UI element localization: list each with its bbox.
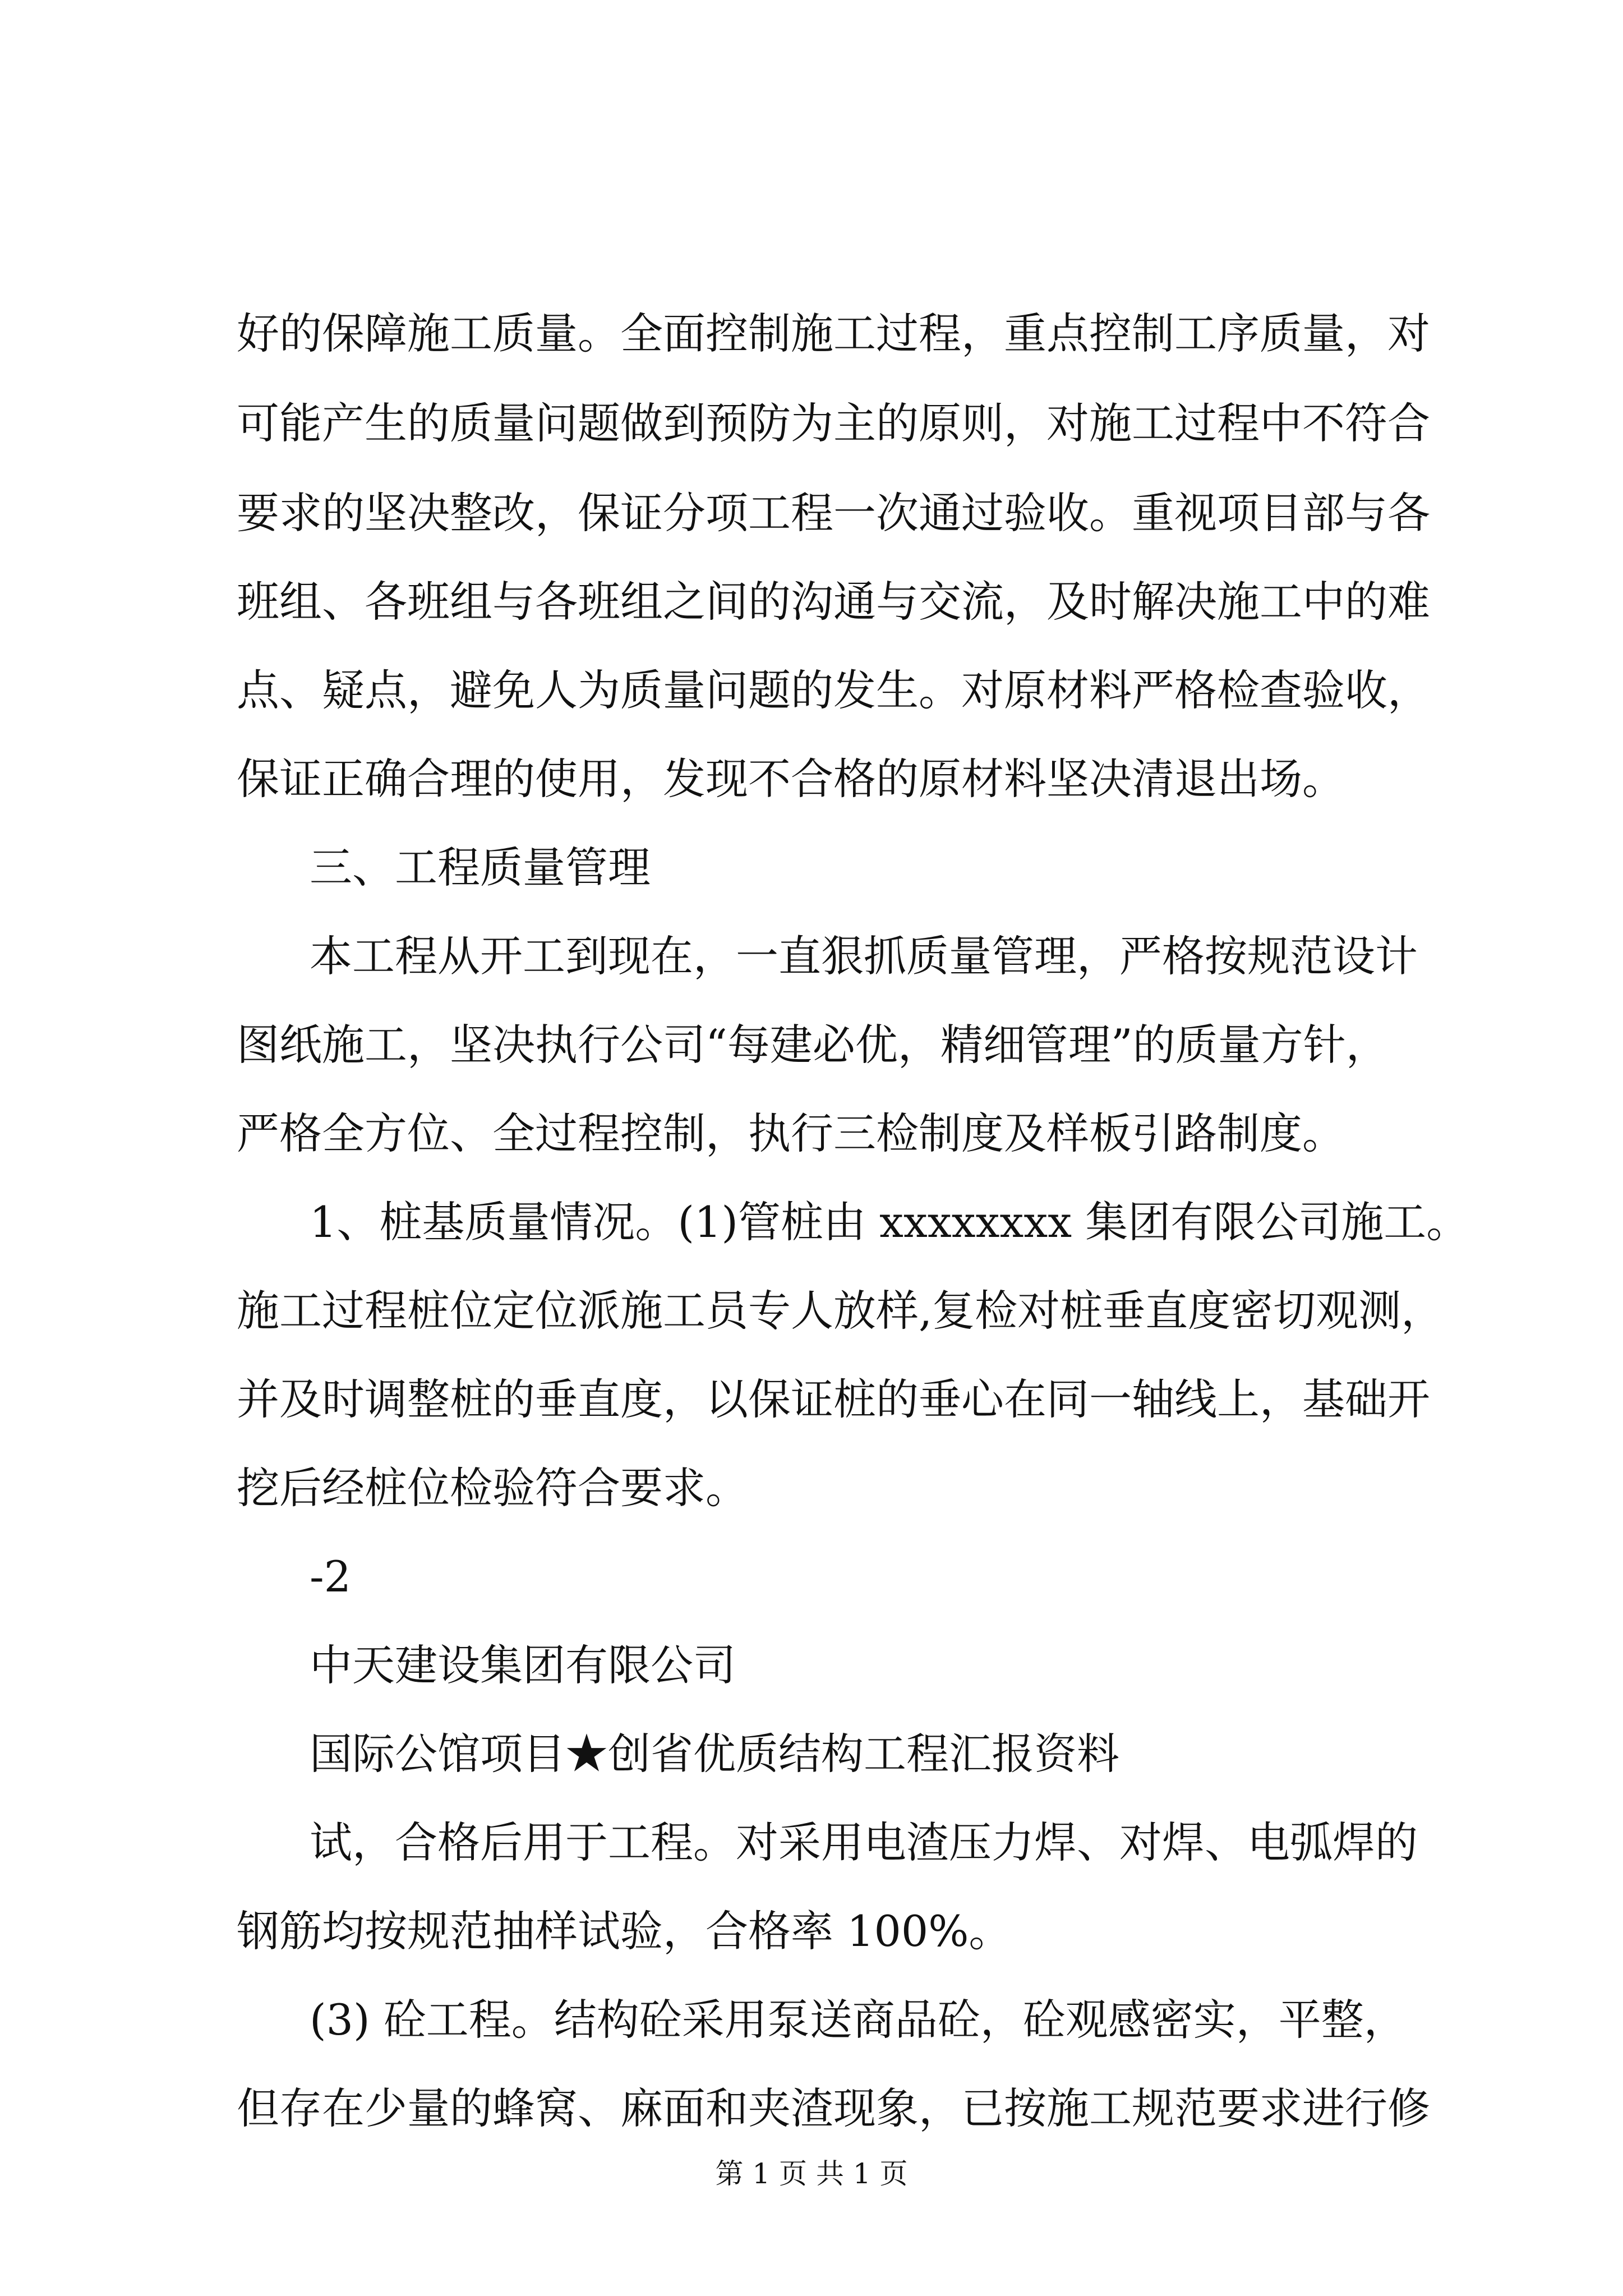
paragraph-1-line-4: 班组、各班组与各班组之间的沟通与交流，及时解决施工中的难 xyxy=(237,577,1430,627)
paragraph-8-line-2: 钢筋均按规范抽样试验，合格率 100%。 xyxy=(237,1906,1012,1956)
paragraph-4-line-2: 施工过程桩位定位派施工员专人放样,复检对桩垂直度密切观测， xyxy=(237,1286,1444,1336)
report-title: 国际公馆项目★创省优质结构工程汇报资料 xyxy=(310,1729,1119,1779)
paragraph-1-line-5: 点、疑点，避免人为质量问题的发生。对原材料严格检查验收， xyxy=(237,665,1430,715)
paragraph-3-line-2: 图纸施工，坚决执行公司“每建必优，精细管理”的质量方针， xyxy=(237,1020,1389,1070)
paragraph-9-line-2: 但存在少量的蜂窝、麻面和夹渣现象，已按施工规范要求进行修 xyxy=(237,2083,1430,2133)
paragraph-8-line-1: 试，合格后用于工程。对采用电渣压力焊、对焊、电弧焊的 xyxy=(310,1818,1418,1867)
paragraph-1-line-1: 好的保障施工质量。全面控制施工过程，重点控制工序质量，对 xyxy=(237,309,1430,358)
page-marker: -2 xyxy=(310,1552,352,1602)
company-name: 中天建设集团有限公司 xyxy=(310,1640,736,1690)
paragraph-9-line-1: (3) 砼工程。结构砼采用泵送商品砼，砼观感密实，平整， xyxy=(310,1995,1407,2045)
paragraph-4-line-3: 并及时调整桩的垂直度，以保证桩的垂心在同一轴线上，基础开 xyxy=(237,1374,1430,1424)
paragraph-4-line-1: 1、桩基质量情况。(1)管桩由 xxxxxxxx 集团有限公司施工。 xyxy=(310,1197,1469,1247)
paragraph-1-line-3: 要求的坚决整改，保证分项工程一次通过验收。重视项目部与各 xyxy=(237,488,1430,538)
paragraph-3-line-3: 严格全方位、全过程控制，执行三检制度及样板引路制度。 xyxy=(237,1108,1345,1158)
paragraph-3-line-1: 本工程从开工到现在，一直狠抓质量管理，严格按规范设计 xyxy=(310,931,1418,981)
paragraph-1-line-6: 保证正确合理的使用，发现不合格的原材料坚决清退出场。 xyxy=(237,754,1345,804)
paragraph-4-line-4: 挖后经桩位检验符合要求。 xyxy=(237,1463,748,1513)
section-heading: 三、工程质量管理 xyxy=(310,843,651,892)
paragraph-1-line-2: 可能产生的质量问题做到预防为主的原则，对施工过程中不符合 xyxy=(237,398,1430,448)
page-footer: 第 1 页 共 1 页 xyxy=(715,2157,908,2190)
